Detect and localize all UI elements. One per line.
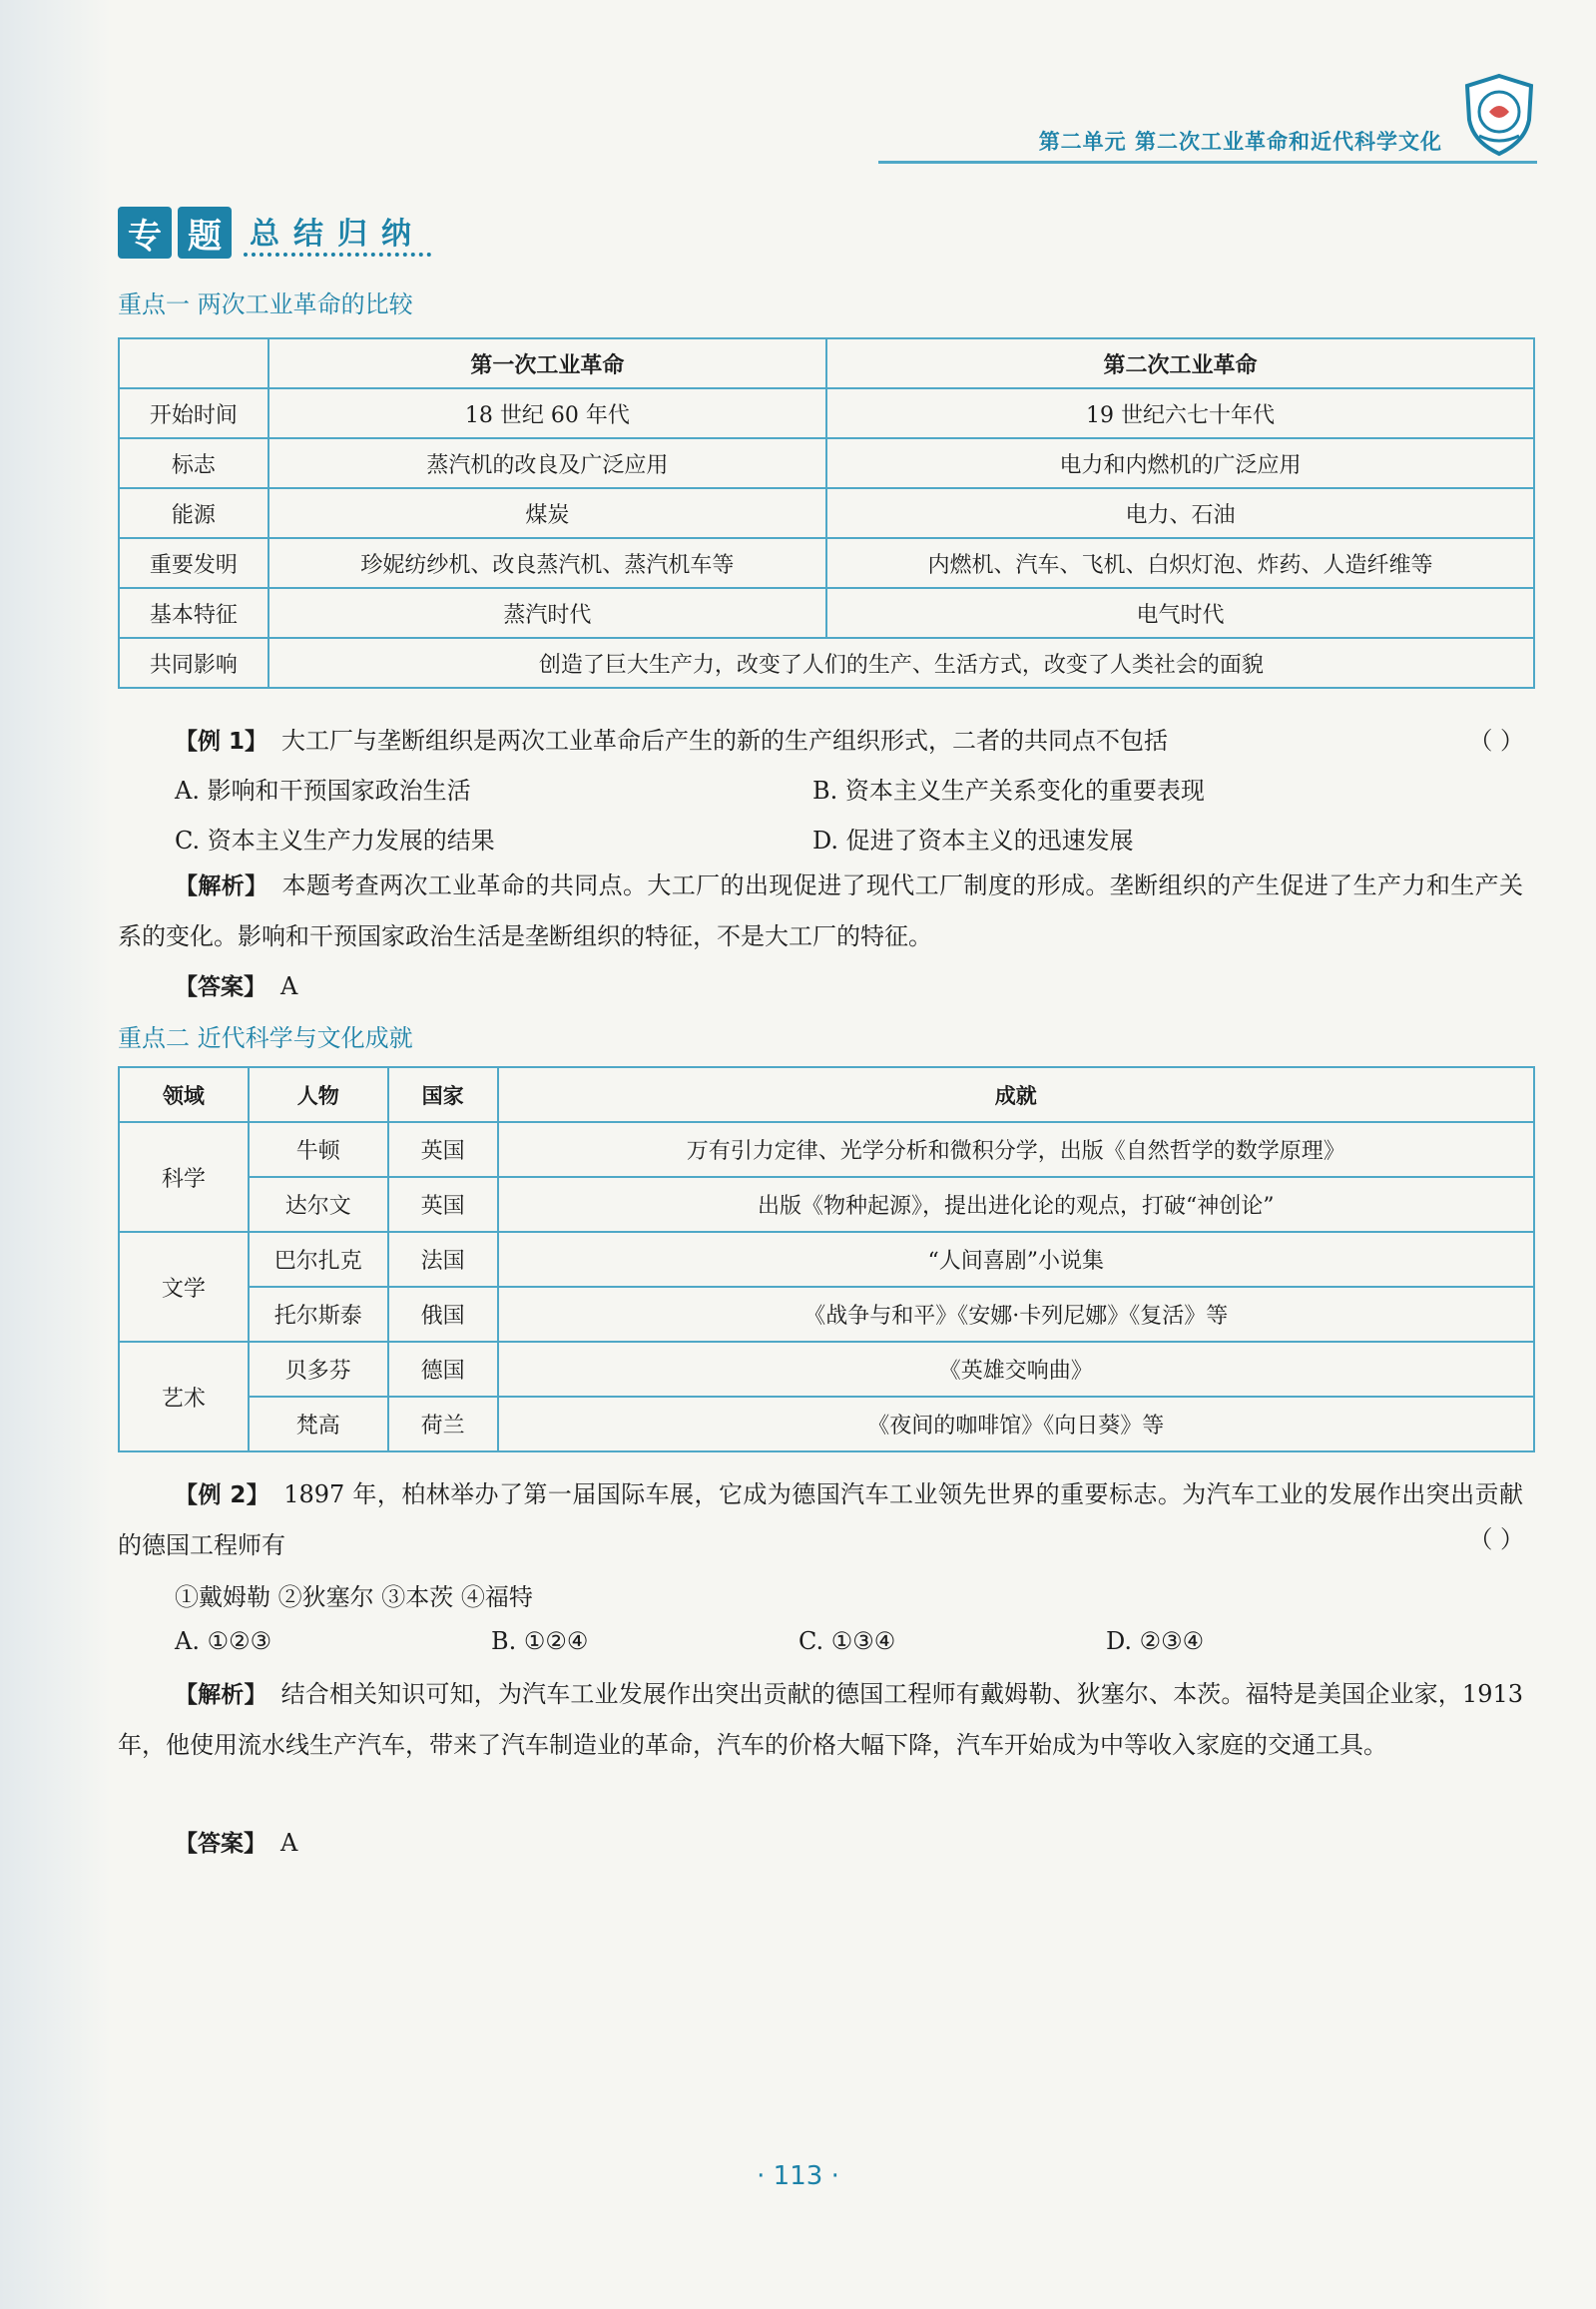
achievement-cell: 出版《物种起源》，提出进化论的观点，打破“神创论” <box>498 1177 1534 1232</box>
achievement-cell: 万有引力定律、光学分析和微积分学，出版《自然哲学的数学原理》 <box>498 1122 1534 1177</box>
analysis-text: 结合相关知识可知，为汽车工业发展作出突出贡献的德国工程师有戴姆勒、狄塞尔、本茨。福特是美国企业家，1913 年，他使用流水线生产汽车，带来了汽车制造业的革命，汽车的价格大幅下降，汽车开始成为中等收入家庭的交通工具。 <box>118 1680 1524 1759</box>
example1-question <box>175 721 1168 756</box>
person-cell: 牛顿 <box>249 1122 388 1177</box>
example1-text: 大工厂与垄断组织是两次工业革命后产生的新的生产组织形式，二者的共同点不包括 <box>281 727 1169 755</box>
row-label: 共同影响 <box>119 638 268 688</box>
table-row <box>119 1122 1534 1177</box>
country-cell: 俄国 <box>388 1287 498 1342</box>
example2-answer <box>175 1825 297 1858</box>
table-row <box>119 538 1534 588</box>
cell-first: 18 世纪 60 年代 <box>268 388 826 438</box>
table-row <box>119 1232 1534 1287</box>
analysis-tag: 【解析】 <box>175 1682 267 1708</box>
example1-paren: （ ） <box>1468 727 1524 755</box>
table-header-row <box>119 338 1534 388</box>
example2-option-d: D. ②③④ <box>1106 1627 1205 1655</box>
row-label: 开始时间 <box>119 388 268 438</box>
example2-option-b: B. ①②④ <box>491 1627 589 1655</box>
answer-tag: 【答案】 <box>175 1831 266 1857</box>
table-row-shared <box>119 638 1534 688</box>
title-box-1: 专 <box>118 207 172 259</box>
cell-first: 蒸汽时代 <box>268 588 826 638</box>
cell-second: 内燃机、汽车、飞机、白炽灯泡、炸药、人造纤维等 <box>826 538 1534 588</box>
example1-option-a: A. 影响和干预国家政治生活 <box>175 777 471 805</box>
header-text: 第二单元 第二次工业革命和近代科学文化 <box>1038 130 1442 154</box>
title-box-2: 题 <box>178 207 232 259</box>
achievements-table <box>118 1066 1535 1452</box>
country-cell: 德国 <box>388 1342 498 1397</box>
row-label: 标志 <box>119 438 268 488</box>
example2-paren: （ ） <box>1468 1525 1524 1553</box>
running-header <box>878 118 1537 164</box>
table-row <box>119 588 1534 638</box>
person-cell: 托尔斯泰 <box>249 1287 388 1342</box>
answer-tag: 【答案】 <box>175 974 266 1000</box>
row-label: 基本特征 <box>119 588 268 638</box>
comparison-table <box>118 337 1535 689</box>
answer-text: A <box>280 972 298 1000</box>
table-row <box>119 1342 1534 1397</box>
table-row <box>119 1397 1534 1451</box>
table-row <box>119 438 1534 488</box>
title-subtitle: 总结归纳 <box>244 209 431 257</box>
cell-second: 19 世纪六七十年代 <box>826 388 1534 438</box>
page-number: · 113 · <box>757 2161 839 2191</box>
field-cell: 科学 <box>119 1122 249 1232</box>
section1-heading: 重点一 两次工业革命的比较 <box>118 290 413 318</box>
cell-second: 电气时代 <box>826 588 1534 638</box>
header-field: 领域 <box>119 1067 249 1122</box>
example2-option-a: A. ①②③ <box>175 1627 272 1655</box>
example1-option-c: C. 资本主义生产力发展的结果 <box>175 827 495 855</box>
page-edge <box>0 0 112 2309</box>
header-cell-first: 第一次工业革命 <box>268 338 826 388</box>
example1-option-b: B. 资本主义生产关系变化的重要表现 <box>812 777 1205 805</box>
example1-answer <box>175 968 297 1001</box>
cell-first: 煤炭 <box>268 488 826 538</box>
header-rule <box>878 161 1537 164</box>
person-cell: 达尔文 <box>249 1177 388 1232</box>
cell-first: 蒸汽机的改良及广泛应用 <box>268 438 826 488</box>
table-header-row <box>119 1067 1534 1122</box>
achievement-cell: 《英雄交响曲》 <box>498 1342 1534 1397</box>
table-row <box>119 1177 1534 1232</box>
country-cell: 英国 <box>388 1122 498 1177</box>
header-country: 国家 <box>388 1067 498 1122</box>
person-cell: 贝多芬 <box>249 1342 388 1397</box>
cell-shared: 创造了巨大生产力，改变了人们的生产、生活方式，改变了人类社会的面貌 <box>268 638 1534 688</box>
example2-items: ①戴姆勒 ②狄塞尔 ③本茨 ④福特 <box>175 1583 533 1611</box>
answer-text: A <box>280 1829 298 1857</box>
field-cell: 艺术 <box>119 1342 249 1451</box>
table-row <box>119 388 1534 438</box>
shield-logo-icon <box>1459 72 1539 158</box>
header-cell-second: 第二次工业革命 <box>826 338 1534 388</box>
header-person: 人物 <box>249 1067 388 1122</box>
analysis-tag: 【解析】 <box>175 873 268 899</box>
cell-second: 电力、石油 <box>826 488 1534 538</box>
example2-question <box>118 1469 1523 1570</box>
header-cell-empty <box>119 338 268 388</box>
table-row <box>119 488 1534 538</box>
country-cell: 荷兰 <box>388 1397 498 1451</box>
country-cell: 法国 <box>388 1232 498 1287</box>
person-cell: 巴尔扎克 <box>249 1232 388 1287</box>
cell-first: 珍妮纺纱机、改良蒸汽机、蒸汽机车等 <box>268 538 826 588</box>
header-achievement: 成就 <box>498 1067 1534 1122</box>
example1-analysis <box>118 861 1523 961</box>
example2-tag: 【例 2】 <box>175 1482 270 1508</box>
example2-analysis <box>118 1669 1523 1770</box>
achievement-cell: 《夜间的咖啡馆》《向日葵》等 <box>498 1397 1534 1451</box>
person-cell: 梵高 <box>249 1397 388 1451</box>
row-label: 重要发明 <box>119 538 268 588</box>
analysis-text: 本题考查两次工业革命的共同点。大工厂的出现促进了现代工厂制度的形成。垄断组织的产生促进了生产力和生产关系的变化。影响和干预国家政治生活是垄断组织的特征，不是大工厂的特征。 <box>118 871 1524 950</box>
example1-tag: 【例 1】 <box>175 729 268 755</box>
field-cell: 文学 <box>119 1232 249 1342</box>
example1-option-d: D. 促进了资本主义的迅速发展 <box>812 827 1134 855</box>
section2-heading: 重点二 近代科学与文化成就 <box>118 1024 413 1052</box>
section-title <box>118 205 431 261</box>
row-label: 能源 <box>119 488 268 538</box>
achievement-cell: 《战争与和平》《安娜·卡列尼娜》《复活》等 <box>498 1287 1534 1342</box>
example2-option-c: C. ①③④ <box>798 1627 896 1655</box>
cell-second: 电力和内燃机的广泛应用 <box>826 438 1534 488</box>
example2-text: 1897 年，柏林举办了第一届国际车展，它成为德国汽车工业领先世界的重要标志。为汽车工业的发展作出突出贡献的德国工程师有 <box>118 1480 1523 1559</box>
achievement-cell: “人间喜剧”小说集 <box>498 1232 1534 1287</box>
table-row <box>119 1287 1534 1342</box>
country-cell: 英国 <box>388 1177 498 1232</box>
